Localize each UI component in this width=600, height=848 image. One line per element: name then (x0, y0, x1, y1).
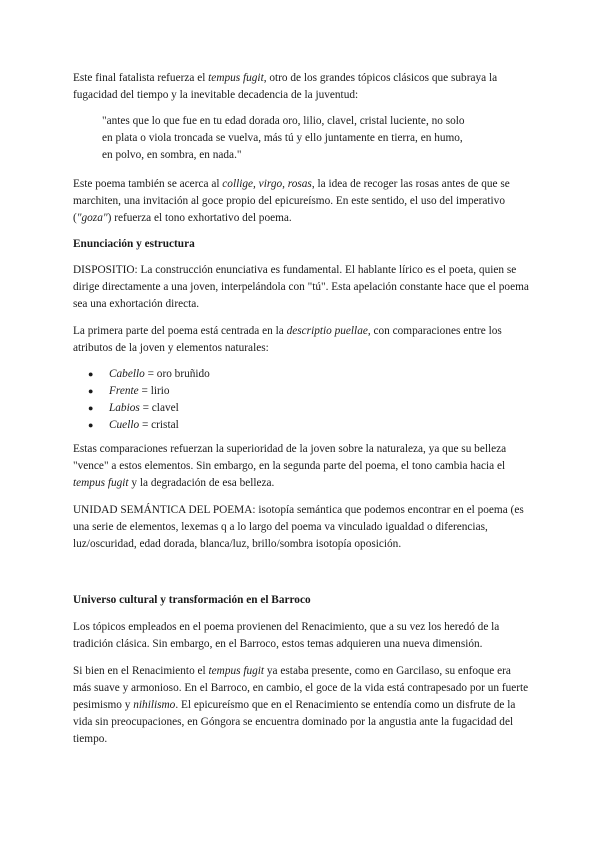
list-item: ● Frente = lirio (73, 383, 529, 400)
paragraph-barroco: Si bien en el Renacimiento el tempus fugit ya estaba presente, como en Garcilaso, su enfoque era más suave y armonioso. En el Barroco, en cambio, el goce de la vida está contrapesado por un fuerte pesimismo y nihilismo. El epicureísmo que en el Renacimiento se entendía como un disfrute de la vida sin preocupaciones, en Góngora se encuentra dominado por la angustia ante la fugacidad del tiempo. (73, 665, 529, 745)
paragraph-renacimiento: Los tópicos empleados en el poema provienen del Renacimiento, que a su vez los heredó de la tradición clásica. Sin embargo, en el Barroco, estos temas adquieren una nueva dimensión. (73, 621, 500, 650)
quote-line: en polvo, en sombra, en nada." (102, 149, 242, 161)
latin-term: tempus fugit (208, 72, 264, 84)
paragraph-tempus-fugit: Este final fatalista refuerza el tempus fugit, otro de los grandes tópicos clásicos que subraya la fugacidad del tiempo y la inevitable decadencia de la juventud: (73, 72, 498, 101)
list-item: ● Cabello = oro bruñido (73, 366, 529, 383)
paragraph-collige-virgo: Este poema también se acerca al collige, virgo, rosas, la idea de recoger las rosas antes de que se marchiten, una invitación al goce propio del epicureísmo. En este sentido, el uso del imperativo ("goza") refuerza el tono exhortativo del poema. (73, 178, 510, 224)
paragraph-descriptio-puellae: La primera parte del poema está centrada en la descriptio puellae, con comparaciones entre los atributos de la joven y elementos naturales: (73, 325, 502, 354)
latin-term: tempus fugit (73, 477, 129, 489)
quote-line: "antes que lo que fue en tu edad dorada oro, lilio, clavel, cristal luciente, no solo (102, 115, 465, 127)
quoted-term: "goza" (76, 212, 108, 224)
latin-term: descriptio puellae (286, 325, 368, 337)
list-item: ● Labios = clavel (73, 400, 529, 417)
comparison-list (73, 366, 529, 434)
poem-quote (102, 113, 502, 164)
quote-line: en plata o viola troncada se vuelva, más tú y ello juntamente en tierra, en humo, (102, 132, 463, 144)
section-heading-enunciacion: Enunciación y estructura (73, 238, 195, 250)
italic-term: nihilismo (133, 699, 176, 711)
latin-term: collige, virgo, rosas (222, 178, 312, 190)
latin-term: tempus fugit (208, 665, 265, 677)
list-item: ● Cuello = cristal (73, 417, 529, 434)
paragraph-unidad-semantica: UNIDAD SEMÁNTICA DEL POEMA: isotopía semántica que podemos encontrar en el poema (es una serie de elementos, lexemas q a lo largo del poema va vinculado igualdad o diferencias, luz/oscuridad, edad dorada, blanca/luz, brillo/sombra isotopía oposición. (73, 504, 524, 550)
paragraph-dispositio: DISPOSITIO: La construcción enunciativa es fundamental. El hablante lírico es el poeta, quien se dirige directamente a una joven, interpelándola con "tú". Esta apelación constante hace que el poema sea una exhortación directa. (73, 264, 529, 310)
section-heading-barroco: Universo cultural y transformación en el Barroco (73, 594, 311, 606)
paragraph-comparaciones: Estas comparaciones refuerzan la superioridad de la joven sobre la naturaleza, ya que su belleza "vence" a estos elementos. Sin embargo, en la segunda parte del poema, el tono cambia hacia el tempus fugit y la degradación de esa belleza. (73, 443, 507, 489)
